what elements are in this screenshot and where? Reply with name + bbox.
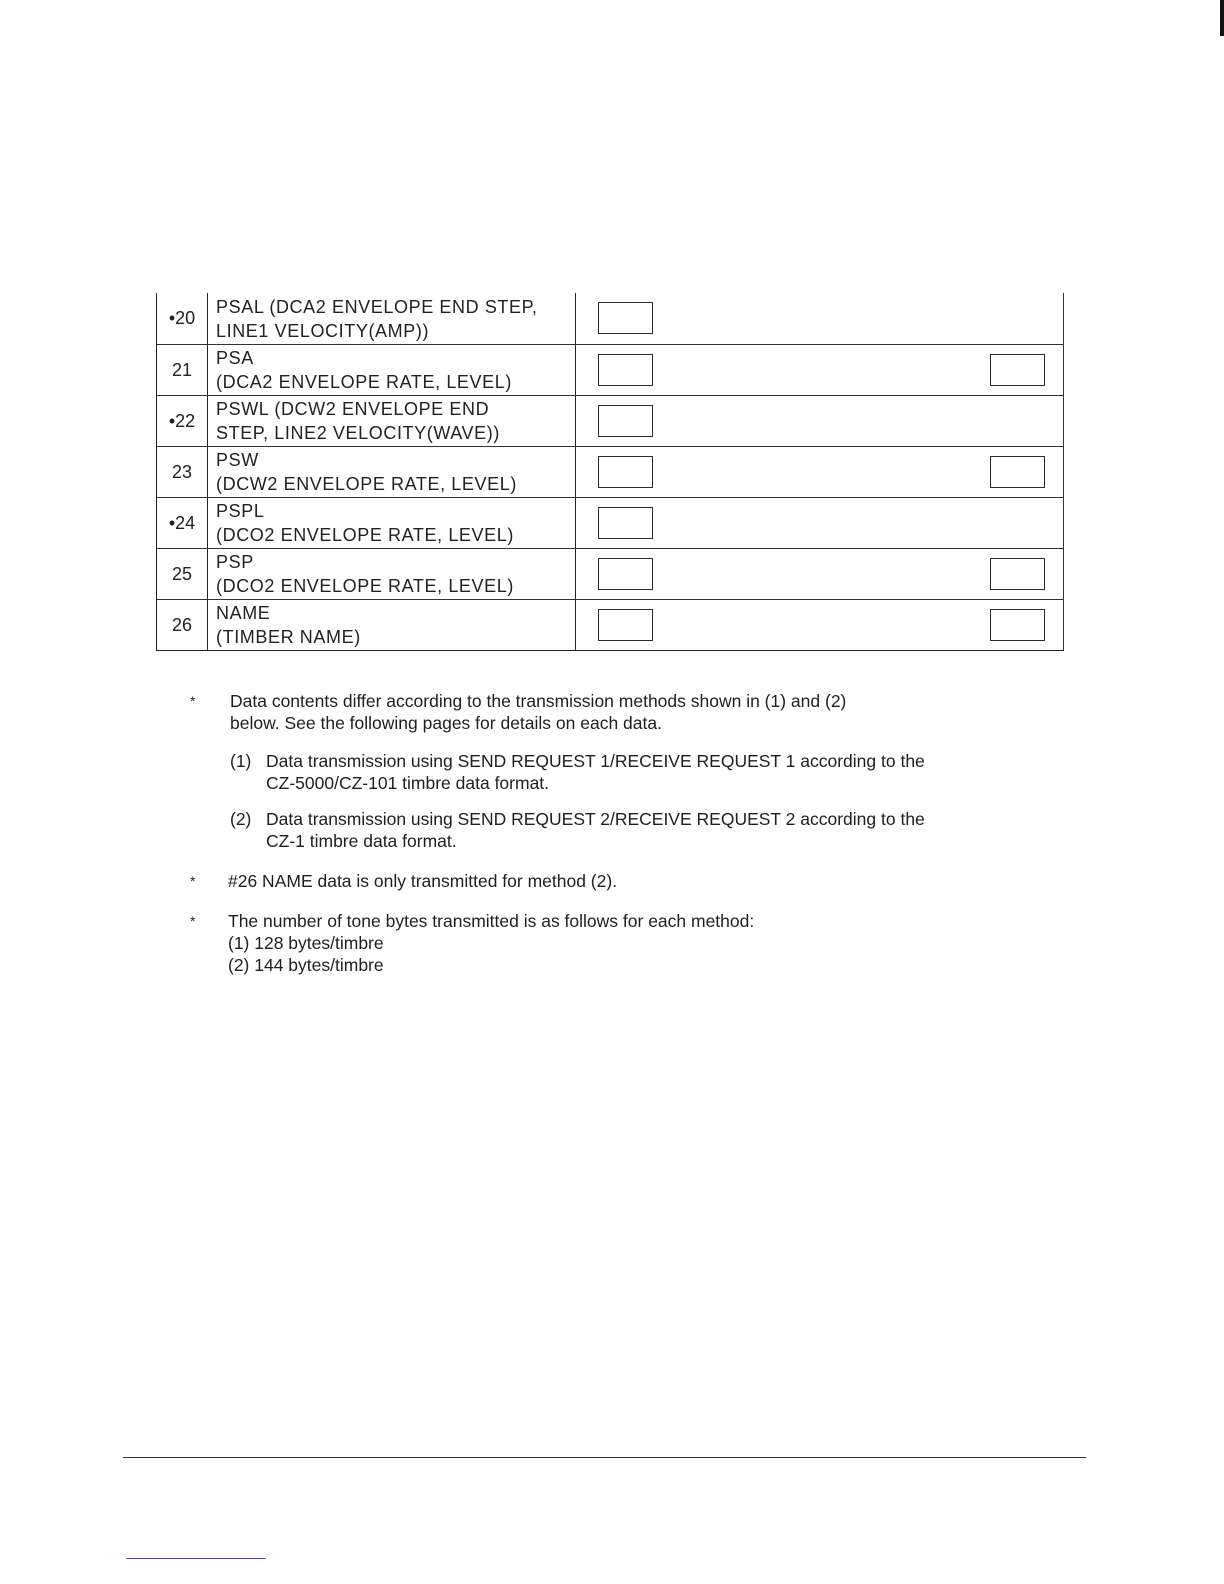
method-text (266, 808, 925, 852)
parameter-table (156, 293, 1064, 651)
row-number: 26 (157, 600, 208, 650)
data-cell (576, 396, 1063, 446)
description-line-1: PSA (216, 348, 254, 368)
description-line-2: (TIMBER NAME) (216, 627, 361, 647)
data-cell (576, 600, 1063, 650)
description-line-2: (DCW2 ENVELOPE RATE, LEVEL) (216, 474, 517, 494)
method-line: CZ-1 timbre data format. (266, 831, 457, 851)
data-box-end (990, 558, 1045, 590)
row-description (208, 600, 576, 650)
table-row (157, 497, 1063, 548)
footer-link-underline (126, 1558, 266, 1559)
table-row (157, 548, 1063, 599)
data-box-end (990, 609, 1045, 641)
data-cell (576, 345, 1063, 395)
bullet-asterisk: * (190, 693, 196, 709)
description-line-1: PSPL (216, 501, 265, 521)
row-description (208, 498, 576, 548)
page-edge-mark (1220, 0, 1224, 36)
method-list (230, 750, 1030, 852)
data-cell (576, 293, 1063, 344)
description-line-2: STEP, LINE2 VELOCITY(WAVE)) (216, 423, 500, 443)
row-number: 25 (157, 549, 208, 599)
note-name-data (190, 870, 1030, 892)
description-line-2: (DCO2 ENVELOPE RATE, LEVEL) (216, 576, 514, 596)
byte-count: (2) 144 bytes/timbre (228, 955, 384, 975)
method-item (230, 750, 1030, 794)
row-description (208, 345, 576, 395)
notes-section (190, 690, 1030, 994)
data-box (598, 302, 653, 334)
description-line-1: PSWL (DCW2 ENVELOPE END (216, 399, 490, 419)
description-line-2: (DCA2 ENVELOPE RATE, LEVEL) (216, 372, 512, 392)
description-line-1: NAME (216, 603, 271, 623)
data-box-end (990, 456, 1045, 488)
description-line-1: PSAL (DCA2 ENVELOPE END STEP, (216, 296, 538, 317)
table-row (157, 599, 1063, 650)
data-box (598, 354, 653, 386)
row-number: •24 (157, 498, 208, 548)
note-line: below. See the following pages for details on each data. (230, 713, 662, 733)
data-box (598, 558, 653, 590)
footer-rule (123, 1457, 1086, 1458)
data-box (598, 507, 653, 539)
data-cell (576, 549, 1063, 599)
data-box (598, 609, 653, 641)
bullet-asterisk: * (190, 873, 196, 889)
table-row (157, 395, 1063, 446)
method-text (266, 750, 925, 794)
note-line: Data contents differ according to the transmission methods shown in (1) and (2) (230, 691, 847, 711)
table-row (157, 293, 1063, 344)
note-text (228, 910, 1030, 976)
row-number: •20 (157, 293, 208, 344)
note-line: The number of tone bytes transmitted is as follows for each method: (228, 911, 755, 931)
data-box-end (990, 354, 1045, 386)
description-line-1: PSP (216, 552, 254, 572)
description-line-2: (DCO2 ENVELOPE RATE, LEVEL) (216, 525, 514, 545)
method-line: Data transmission using SEND REQUEST 2/RECEIVE REQUEST 2 according to the (266, 809, 925, 829)
note-text (230, 690, 1030, 734)
table-row (157, 344, 1063, 395)
byte-count: (1) 128 bytes/timbre (228, 933, 384, 953)
data-cell (576, 498, 1063, 548)
data-box (598, 456, 653, 488)
method-number: (1) (230, 751, 252, 771)
row-number: 21 (157, 345, 208, 395)
description-line-2: LINE1 VELOCITY(AMP)) (216, 320, 430, 341)
note-methods (190, 690, 1030, 852)
row-number: 23 (157, 447, 208, 497)
method-item (230, 808, 1030, 852)
row-description (208, 549, 576, 599)
note-byte-counts (190, 910, 1030, 976)
method-line: CZ-5000/CZ-101 timbre data format. (266, 773, 550, 793)
method-line: Data transmission using SEND REQUEST 1/RECEIVE REQUEST 1 according to the (266, 751, 925, 771)
data-cell (576, 447, 1063, 497)
table-row (157, 446, 1063, 497)
bullet-asterisk: * (190, 913, 196, 929)
note-text: #26 NAME data is only transmitted for method (2). (228, 871, 618, 891)
row-description (208, 396, 576, 446)
description-line-1: PSW (216, 450, 259, 470)
data-box (598, 405, 653, 437)
row-description (208, 293, 576, 344)
method-number: (2) (230, 809, 252, 829)
row-number: •22 (157, 396, 208, 446)
row-description (208, 447, 576, 497)
